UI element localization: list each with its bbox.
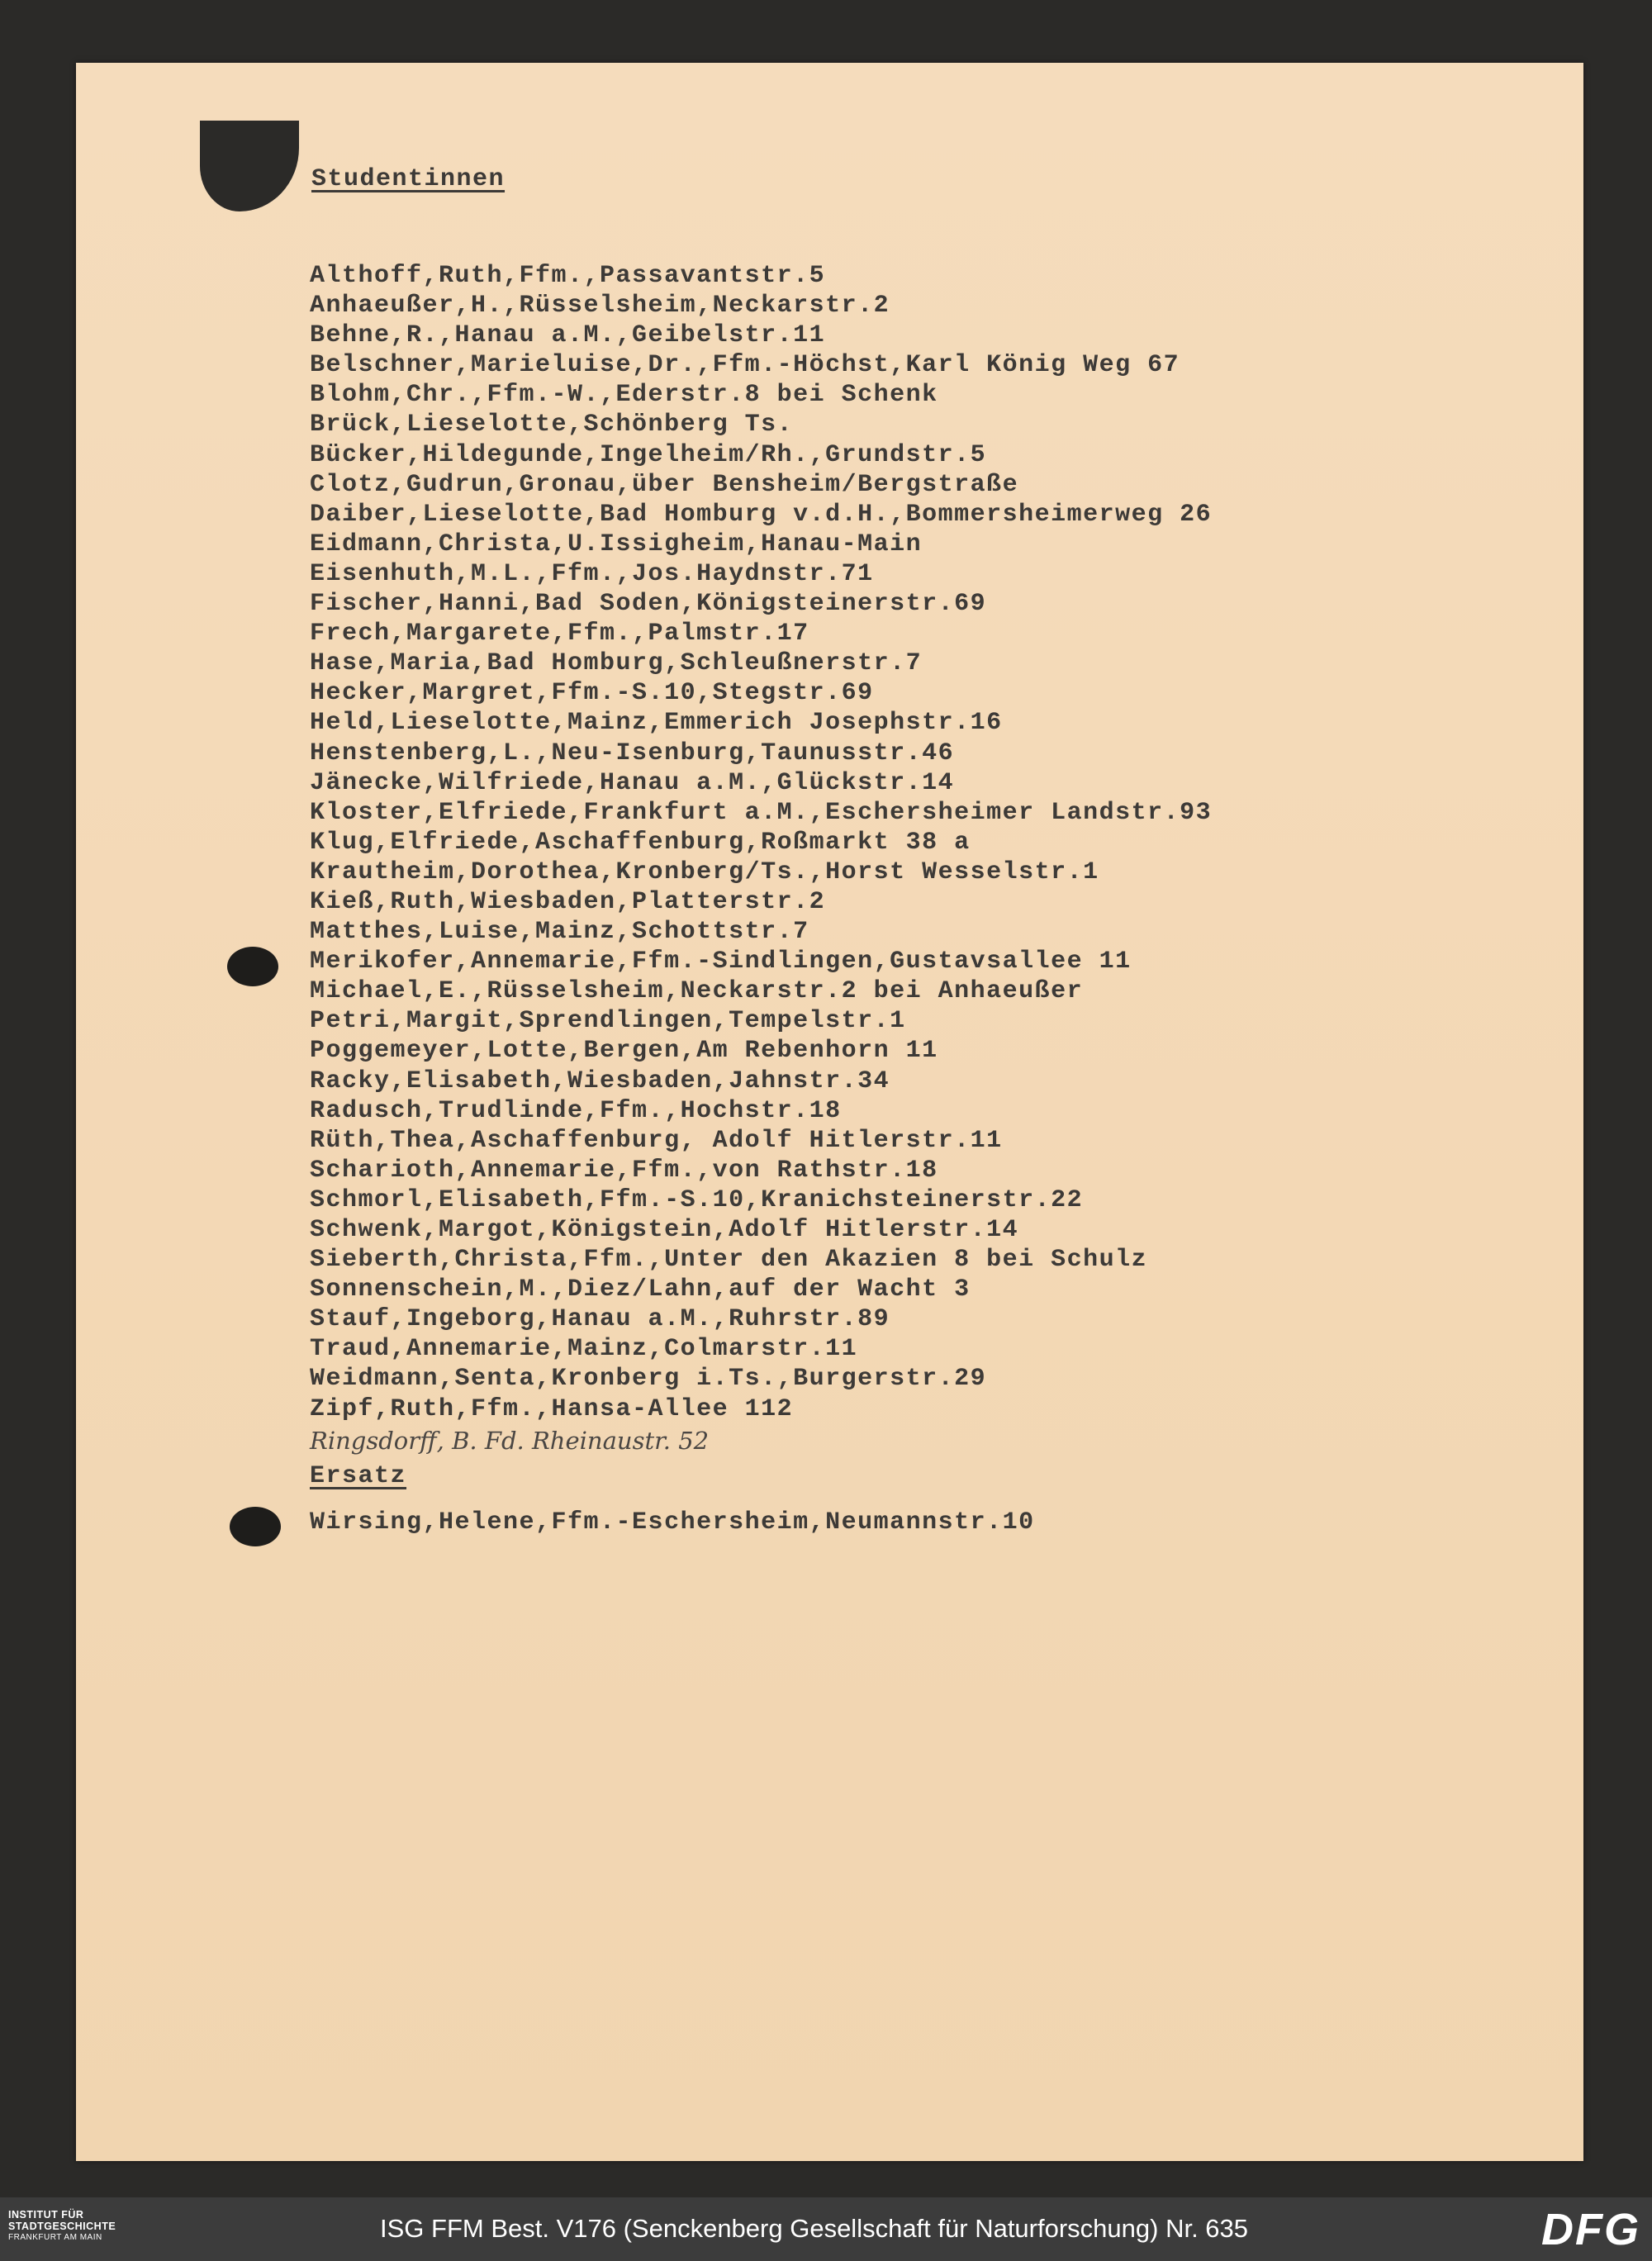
list-item: Anhaeußer,H.,Rüsselsheim,Neckarstr.2 (310, 292, 890, 321)
archive-footer (0, 2197, 1652, 2261)
institution-logo (8, 2209, 116, 2244)
list-item: Schmorl,Elisabeth,Ffm.-S.10,Kranichsteinerstr.22 (310, 1185, 1084, 1214)
dfg-logo: DFG (1541, 2205, 1640, 2254)
list-item: Althoff,Ruth,Ffm.,Passavantstr.5 (310, 262, 826, 290)
list-item: Matthes,Luise,Mainz,Schottstr.7 (310, 918, 809, 947)
list-item: Radusch,Trudlinde,Ffm.,Hochstr.18 (310, 1096, 842, 1125)
punch-hole (227, 947, 278, 986)
list-item: Hecker,Margret,Ffm.-S.10,Stegstr.69 (310, 679, 874, 708)
list-item: Bücker,Hildegunde,Ingelheim/Rh.,Grundstr.5 (310, 440, 987, 469)
institution-line: FRANKFURT AM MAIN (8, 2233, 102, 2242)
list-item: Scharioth,Annemarie,Ffm.,von Rathstr.18 (310, 1156, 938, 1185)
handwritten-entry: Ringsdorff, B. Fd. Rheinaustr. 52 (310, 1426, 710, 1455)
list-item: Stauf,Ingeborg,Hanau a.M.,Ruhrstr.89 (310, 1305, 890, 1334)
list-item: Hase,Maria,Bad Homburg,Schleußnerstr.7 (310, 649, 923, 678)
list-item: Sieberth,Christa,Ffm.,Unter den Akazien 8 bei Schulz (310, 1246, 1148, 1275)
list-item: Rüth,Thea,Aschaffenburg, Adolf Hitlerstr.11 (310, 1126, 1003, 1155)
list-item: Krautheim,Dorothea,Kronberg/Ts.,Horst Wesselstr.1 (310, 857, 1099, 886)
institution-line: INSTITUT FÜR (8, 2209, 84, 2221)
list-item: Fischer,Hanni,Bad Soden,Königsteinerstr.69 (310, 590, 987, 619)
list-item: Schwenk,Margot,Königstein,Adolf Hitlerstr.14 (310, 1216, 1019, 1244)
list-item: Belschner,Marieluise,Dr.,Ffm.-Höchst,Karl König Weg 67 (310, 351, 1180, 380)
archive-caption: ISG FFM Best. V176 (Senckenberg Gesellschaft für Naturforschung) Nr. 635 (380, 2214, 1249, 2243)
list-item: Merikofer,Annemarie,Ffm.-Sindlingen,Gustavsallee 11 (310, 948, 1132, 976)
typed-list (310, 165, 1549, 1537)
list-item: Kloster,Elfriede,Frankfurt a.M.,Eschersheimer Landstr.93 (310, 798, 1213, 827)
list-item: Jänecke,Wilfriede,Hanau a.M.,Glückstr.14 (310, 768, 955, 797)
list-item: Racky,Elisabeth,Wiesbaden,Jahnstr.34 (310, 1066, 890, 1095)
list-item: Clotz,Gudrun,Gronau,über Bensheim/Bergstraße (310, 470, 1019, 499)
list-item: Klug,Elfriede,Aschaffenburg,Roßmarkt 38 a (310, 828, 971, 857)
punch-hole (230, 1507, 281, 1546)
list-item: Behne,R.,Hanau a.M.,Geibelstr.11 (310, 321, 826, 350)
list-item: Traud,Annemarie,Mainz,Colmarstr.11 (310, 1335, 858, 1364)
list-item: Petri,Margit,Sprendlingen,Tempelstr.1 (310, 1007, 906, 1036)
list-item: Frech,Margarete,Ffm.,Palmstr.17 (310, 620, 809, 648)
list-item: Henstenberg,L.,Neu-Isenburg,Taunusstr.46 (310, 739, 955, 767)
list-item: Eisenhuth,M.L.,Ffm.,Jos.Haydnstr.71 (310, 559, 874, 588)
reserve-heading: Ersatz (310, 1461, 407, 1490)
torn-corner (200, 121, 299, 211)
list-item: Zipf,Ruth,Ffm.,Hansa-Allee 112 (310, 1394, 794, 1423)
institution-line: STADTGESCHICHTE (8, 2221, 116, 2232)
list-item: Daiber,Lieselotte,Bad Homburg v.d.H.,Bommersheimerweg 26 (310, 500, 1213, 529)
list-item: Brück,Lieselotte,Schönberg Ts. (310, 411, 794, 439)
list-item: Blohm,Chr.,Ffm.-W.,Ederstr.8 bei Schenk (310, 381, 938, 410)
reserve-entry: Wirsing,Helene,Ffm.-Eschersheim,Neumannstr.10 (310, 1508, 1035, 1537)
list-item: Poggemeyer,Lotte,Bergen,Am Rebenhorn 11 (310, 1037, 938, 1066)
list-item: Eidmann,Christa,U.Issigheim,Hanau-Main (310, 530, 923, 558)
student-list (310, 261, 1549, 1424)
list-item: Michael,E.,Rüsselsheim,Neckarstr.2 bei Anhaeußer (310, 977, 1084, 1006)
list-item: Held,Lieselotte,Mainz,Emmerich Josephstr.16 (310, 709, 1003, 738)
list-item: Sonnenschein,M.,Diez/Lahn,auf der Wacht 3 (310, 1275, 971, 1304)
list-item: Kieß,Ruth,Wiesbaden,Platterstr.2 (310, 887, 826, 916)
list-item: Weidmann,Senta,Kronberg i.Ts.,Burgerstr.29 (310, 1365, 987, 1394)
document-heading: Studentinnen (311, 165, 506, 193)
